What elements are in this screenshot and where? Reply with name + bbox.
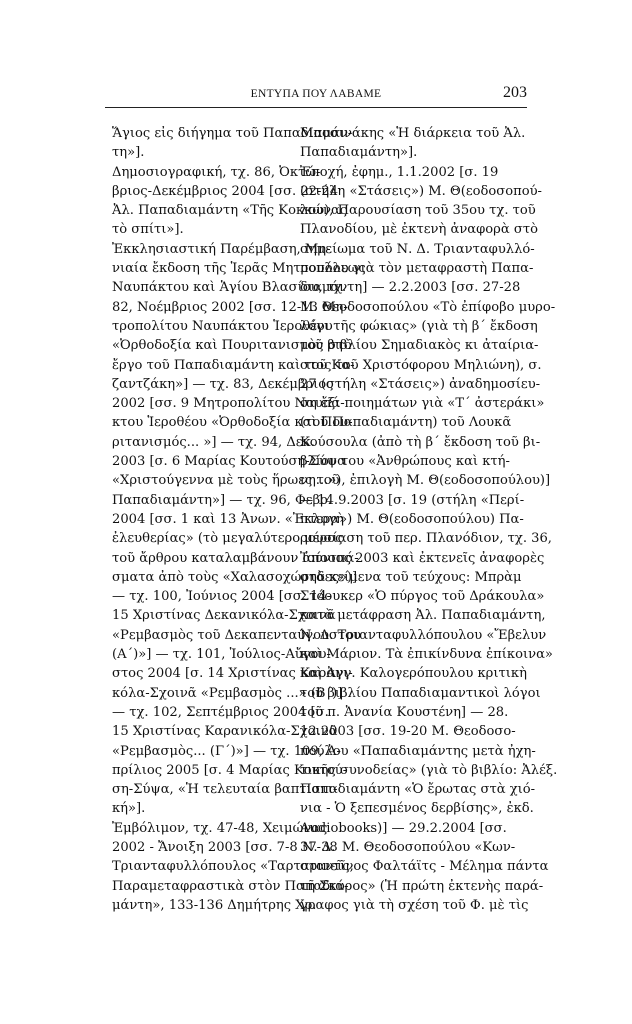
- text-line: — τχ. 100, Ἰούνιος 2004 [σσ. 14-: [112, 589, 332, 605]
- text-line: 12.2003 [σσ. 19-20 Μ. Θεοδοσο-: [300, 724, 516, 740]
- text-line: γραφος γιὰ τὴ σχέση τοῦ Φ. μὲ τὶς: [300, 897, 529, 913]
- text-line: ση ἔξι ποιημάτων γιὰ «Τ΄ ἀστεράκι»: [300, 396, 545, 412]
- text-line: νια - Ὁ ξεπεσμένος δερβίσης», ἐκδ.: [300, 801, 534, 817]
- text-line: «Ὀρθοδοξία καὶ Πουριτανισμὸς στὸ: [112, 338, 352, 354]
- text-line: Ἰούνιος 2003 καὶ ἐκτενεῖς ἀναφορὲς: [300, 550, 545, 566]
- text-line: (στήλη «Στάσεις») Μ. Θ(εοδοσοπού-: [300, 183, 542, 199]
- text-line: λόγι τῆς φώκιας» (γιὰ τὴ β΄ ἔκδοση: [300, 318, 538, 334]
- text-line: (Α΄)»] — τχ. 101, Ἰούλιος-Αὔγου-: [112, 647, 331, 663]
- text-line: 27 (στήλη «Στάσεις») ἀναδημοσίευ-: [300, 376, 541, 392]
- text-line: Κούσουλα (ἀπὸ τὴ β΄ ἔκδοση τοῦ βι-: [300, 434, 541, 450]
- text-line: τοῦ βιβλίου Παπαδιαμαντικοὶ λόγοι: [300, 685, 541, 701]
- text-line: λου), Παρουσίαση τοῦ 35ου τχ. τοῦ: [300, 203, 536, 219]
- text-line: τοῦ ἄρθρου καταλαμβάνουν ἀποσπά-: [112, 550, 359, 566]
- text-line: κτου Ἱεροθέου «Ὀρθοδοξία καὶ Που-: [112, 415, 353, 431]
- text-line: Παπαδιαμάντη»].: [300, 145, 418, 161]
- text-line: κή»].: [112, 801, 146, 817]
- text-line: Ἐμβόλιμον, τχ. 47-48, Χειμώνας: [112, 820, 328, 836]
- text-line: κόλα-Σχοινᾶ «Ρεμβασμὸς ...» (Β΄)]: [112, 685, 343, 701]
- text-line: ση-Σύψα, «Ἡ τελευταία βαπτιστι-: [112, 782, 338, 798]
- running-head: ΕΝΤΥΠΑ ΠΟΥ ΛΑΒΑΜΕ: [250, 88, 382, 100]
- left-column: [112, 124, 366, 915]
- text-line: 37-38 Μ. Θεοδοσοπούλου «Κων-: [300, 839, 516, 855]
- text-line: κατὰ μετάφραση Ἀλ. Παπαδιαμάντη,: [300, 608, 546, 624]
- text-line: Τριανταφυλλόπουλος «Ταρταρινεῖς,: [112, 859, 354, 875]
- text-line: Παραμεταφραστικὰ στὸν Παπαδια-: [112, 878, 349, 894]
- text-line: διαμάντη] — 2.2.2003 [σσ. 27-28: [300, 280, 521, 296]
- text-line: πουλου γιὰ τὸν μεταφραστὴ Παπα-: [300, 261, 534, 277]
- text-line: (τοῦ Παπαδιαμάντη) τοῦ Λουκᾶ: [300, 415, 512, 431]
- text-line: πτερα») Μ. Θ(εοδοσοπούλου) Πα-: [300, 511, 524, 527]
- text-line: Ἀλ. Παπαδιαμάντη «Τῆς Κοκκώνας: [112, 203, 348, 219]
- text-line: «Χριστούγεννα μὲ τοὺς ἥρωες τοῦ: [112, 473, 340, 489]
- text-line: στος τοῦ Χριστόφορου Μηλιώνη), σ.: [300, 357, 542, 373]
- text-line: 2002 [σσ. 9 Μητροπολίτου Ναυπά-: [112, 396, 345, 412]
- text-line: 2003 [σ. 6 Μαρίας Κουτούση-Σύψα: [112, 454, 347, 470]
- text-line: ρουσίαση τοῦ περ. Πλανόδιον, τχ. 36,: [300, 531, 552, 547]
- text-line: ριτανισμός... »] — τχ. 94, Δεκ.: [112, 434, 315, 450]
- text-line: ἐλευθερίας» (τὸ μεγαλύτερο μέρος: [112, 531, 343, 547]
- text-line: ζαντζάκη»] — τχ. 83, Δεκέμβριος: [112, 376, 334, 392]
- text-line: σματα ἀπὸ τοὺς «Χαλασοχώρηδες»)]: [112, 569, 358, 585]
- text-line: «Ρεμβασμὸς τοῦ Δεκαπενταύγουστου: [112, 627, 361, 643]
- text-line: 15 Χριστίνας Καρανικόλα-Σχοινᾶ: [112, 724, 338, 740]
- text-line: μάντη», 133-136 Δημήτρης Χρ.: [112, 897, 317, 913]
- text-line: τῆ Σκύρος» (Ἡ πρώτη ἐκτενὴς παρά-: [300, 878, 544, 894]
- text-line: Παπαδιαμάντη»] — τχ. 96, Φεβρ.: [112, 492, 332, 508]
- text-line: νη...»), ἐπιλογὴ Μ. Θ(εοδοσοπούλου)]: [300, 473, 551, 489]
- text-line: Στόουκερ «Ὁ πύργος τοῦ Δράκουλα»: [300, 589, 545, 605]
- text-line: τικῆς συνοδείας» (γιὰ τὸ βιβλίο: Ἀλέξ.: [300, 762, 558, 778]
- text-line: βλίου του «Ἀνθρώπους καὶ κτή-: [300, 454, 510, 470]
- text-line: σημείωμα τοῦ Ν. Δ. Τριανταφυλλό-: [300, 241, 535, 257]
- text-line: 82, Νοέμβριος 2002 [σσ. 12-13 Μη-: [112, 299, 348, 315]
- text-line: Ἐποχή, ἐφημ., 1.1.2002 [σ. 19: [300, 164, 499, 180]
- text-line: — 14.9.2003 [σ. 19 (στήλη «Περί-: [300, 492, 525, 508]
- header-rule: [105, 107, 527, 108]
- text-line: Μποσινάκης «Ἡ διάρκεια τοῦ Ἀλ.: [300, 126, 526, 141]
- text-line: στὰ κείμενα τοῦ τεύχους: Μπρὰμ: [300, 569, 522, 585]
- text-line: βριος-Δεκέμβριος 2004 [σσ. 22-24: [112, 183, 339, 199]
- text-line: πούλου «Παπαδιαμάντης μετὰ ἠχη-: [300, 743, 536, 759]
- text-line: Δημοσιογραφική, τχ. 86, Ὀκτώ-: [112, 164, 321, 180]
- text-line: Μ. Θεοδοσοπούλου «Τὸ ἐπίφοβο μυρο-: [300, 299, 556, 315]
- text-line: Ναυπάκτου καὶ Ἁγίου Βλασίου, τχ.: [112, 280, 347, 296]
- text-line: νιαία ἔκδοση τῆς Ἱερᾶς Μητροπόλεως: [112, 261, 366, 277]
- text-line: 15 Χριστίνας Δεκανικόλα-Σχοινᾶ: [112, 608, 336, 624]
- text-line: τροπολίτου Ναυπάκτου Ἱεροθέου: [112, 318, 333, 334]
- text-line: τοῦ βιβλίου Σημαδιακὸς κι ἀταίρια-: [300, 338, 539, 354]
- text-line: Πλανοδίου, μὲ ἐκτενὴ ἀναφορὰ στὸ: [300, 222, 538, 238]
- text-line: σταντῖνος Φαλτάϊτς - Μέλημα πάντα: [300, 859, 549, 875]
- text-line: 2004 [σσ. 1 καὶ 13 Ἀνων. «Ἐκλογὴ: [112, 511, 345, 527]
- text-line: καὶ Μάριον. Τὰ ἐπικίνδυνα ἐπίκοινα»: [300, 647, 553, 663]
- page-number: 203: [503, 84, 527, 101]
- text-line: πρίλιος 2005 [σ. 4 Μαρίας Κουτού-: [112, 762, 348, 778]
- text-line: καὶ Ἀγγ. Καλογερόπουλου κριτικὴ: [300, 666, 527, 682]
- text-line: Παπαδιαμάντη «Ὁ ἔρωτας στὰ χιό-: [300, 782, 536, 798]
- text-line: 2002 - Ἄνοιξη 2003 [σσ. 7-8 Ν. Δ.: [112, 839, 336, 855]
- text-line: «Ρεμβασμὸς... (Γ΄)»] — τχ. 109, Ἀ-: [112, 743, 341, 759]
- text-line: — τχ. 102, Σεπτέμβριος 2004 [σ.: [112, 704, 329, 720]
- text-line: Audiobooks)] — 29.2.2004 [σσ.: [300, 820, 507, 836]
- text-line: Ἅγιος εἰς διήγημα τοῦ Παπαδιαμάν-: [112, 126, 353, 141]
- text-line: στος 2004 [σ. 14 Χριστίνας Καρανι-: [112, 666, 353, 682]
- text-line: ἔργο τοῦ Παπαδιαμάντη καὶ τοῦ Κα-: [112, 357, 355, 373]
- text-line: τοῦ π. Ἀνανία Κουστένη] — 28.: [300, 704, 509, 720]
- text-line: τη»].: [112, 145, 145, 161]
- text-line: Ἐκκλησιαστική Παρέμβαση, Μη-: [112, 241, 331, 257]
- text-line: τὸ σπίτι»].: [112, 222, 184, 238]
- right-column: [300, 124, 558, 915]
- text-line: Ν. Δ. Τριανταφυλλόπουλου «Ἔβελυν: [300, 627, 547, 643]
